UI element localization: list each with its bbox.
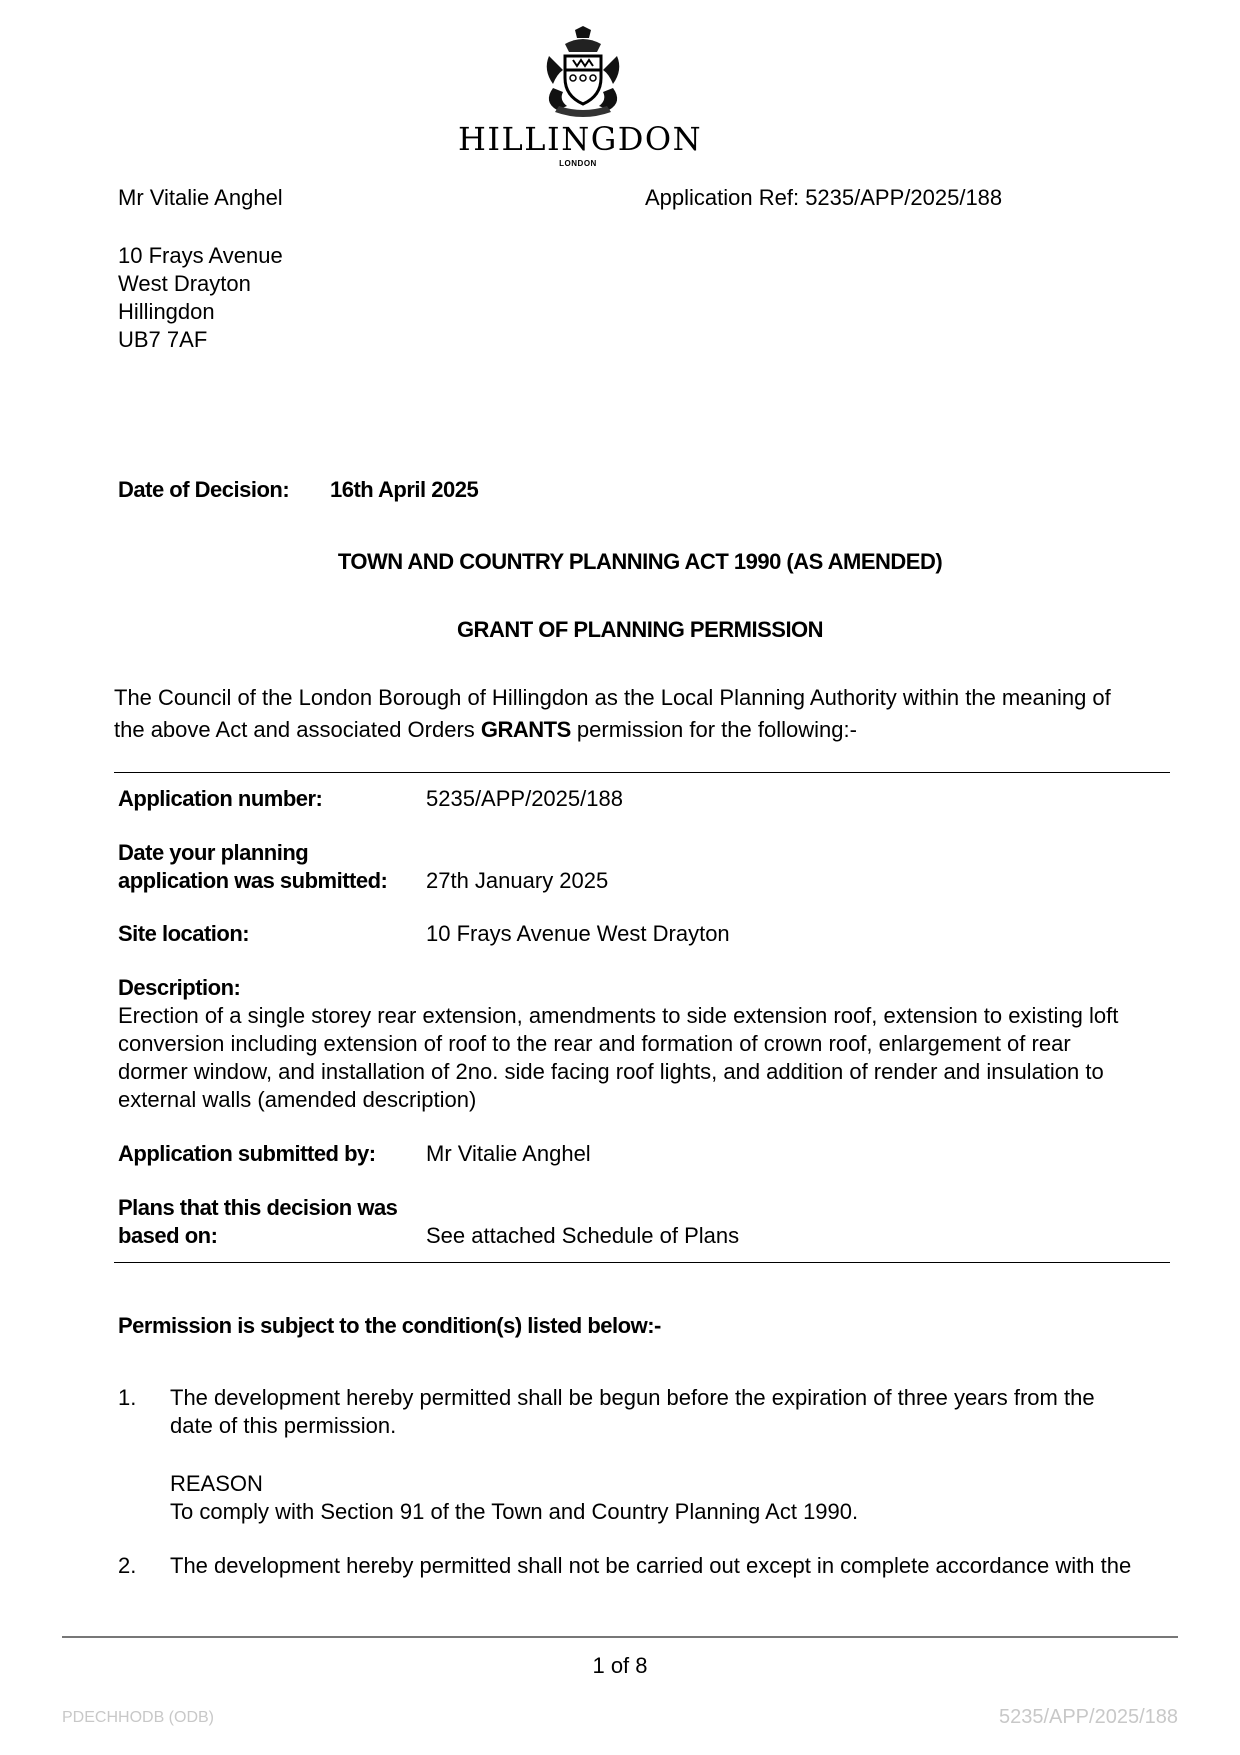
- submitted-by-label: Application submitted by:: [118, 1141, 376, 1166]
- description-label: Description:: [118, 975, 241, 1000]
- address-line: 10 Frays Avenue: [118, 243, 283, 268]
- borough-crest-logo: [535, 26, 631, 122]
- grants-word: GRANTS: [480, 717, 571, 742]
- submitted-label: application was submitted:: [118, 868, 388, 893]
- description-line: dormer window, and installation of 2no. side facing roof lights, and addition of render and insulation to: [118, 1059, 1104, 1084]
- description-line: external walls (amended description): [118, 1087, 477, 1112]
- intro-line-2: the above Act and associated Orders GRANTS permission for the following:-: [114, 717, 857, 742]
- conditions-heading: Permission is subject to the condition(s) listed below:-: [118, 1313, 661, 1338]
- logo-subtitle: LONDON: [559, 159, 597, 168]
- description-line: conversion including extension of roof to the rear and formation of crown roof, enlargement of rear: [118, 1031, 1071, 1056]
- condition-reason-text: To comply with Section 91 of the Town and Country Planning Act 1990.: [170, 1499, 859, 1524]
- plans-label: Plans that this decision was: [118, 1195, 398, 1220]
- addressee-name: Mr Vitalie Anghel: [118, 185, 283, 210]
- act-heading: TOWN AND COUNTRY PLANNING ACT 1990 (AS AMENDED): [337, 549, 943, 574]
- intro-line-1: The Council of the London Borough of Hillingdon as the Local Planning Authority within the meaning of: [114, 685, 1111, 710]
- footer-rule: [62, 1636, 1178, 1638]
- plans-value: See attached Schedule of Plans: [426, 1223, 740, 1248]
- footer-code: PDECHHODB (ODB): [62, 1709, 215, 1726]
- site-value: 10 Frays Avenue West Drayton: [426, 921, 730, 946]
- app-number-value: 5235/APP/2025/188: [426, 786, 623, 811]
- app-number-label: Application number:: [118, 786, 323, 811]
- site-label: Site location:: [118, 921, 250, 946]
- submitted-label: Date your planning: [118, 840, 309, 865]
- condition-text-line: The development hereby permitted shall be begun before the expiration of three years from the: [170, 1385, 1095, 1410]
- address-line: West Drayton: [118, 271, 251, 296]
- page-number: 1 of 8: [592, 1653, 648, 1678]
- table-top-rule: [114, 772, 1170, 773]
- logo-wordmark: HILLINGDON: [458, 120, 703, 158]
- footer-ref: 5235/APP/2025/188: [998, 1706, 1178, 1728]
- condition-text-line: date of this permission.: [170, 1413, 397, 1438]
- description-line: Erection of a single storey rear extension, amendments to side extension roof, extension to existing loft: [118, 1003, 1119, 1028]
- submitted-by-value: Mr Vitalie Anghel: [426, 1141, 591, 1166]
- condition-text-line: The development hereby permitted shall not be carried out except in complete accordance with the: [170, 1553, 1132, 1578]
- condition-number: 2.: [118, 1553, 137, 1578]
- address-line: UB7 7AF: [118, 327, 208, 352]
- address-line: Hillingdon: [118, 299, 215, 324]
- application-ref: Application Ref: 5235/APP/2025/188: [645, 185, 1003, 210]
- grant-heading: GRANT OF PLANNING PERMISSION: [456, 617, 824, 642]
- table-bottom-rule: [114, 1262, 1170, 1263]
- plans-label: based on:: [118, 1223, 218, 1248]
- decision-date-value: 16th April 2025: [330, 477, 479, 502]
- decision-date-label: Date of Decision:: [118, 477, 290, 502]
- submitted-value: 27th January 2025: [426, 868, 609, 893]
- condition-reason-label: REASON: [170, 1471, 263, 1496]
- condition-number: 1.: [118, 1385, 137, 1410]
